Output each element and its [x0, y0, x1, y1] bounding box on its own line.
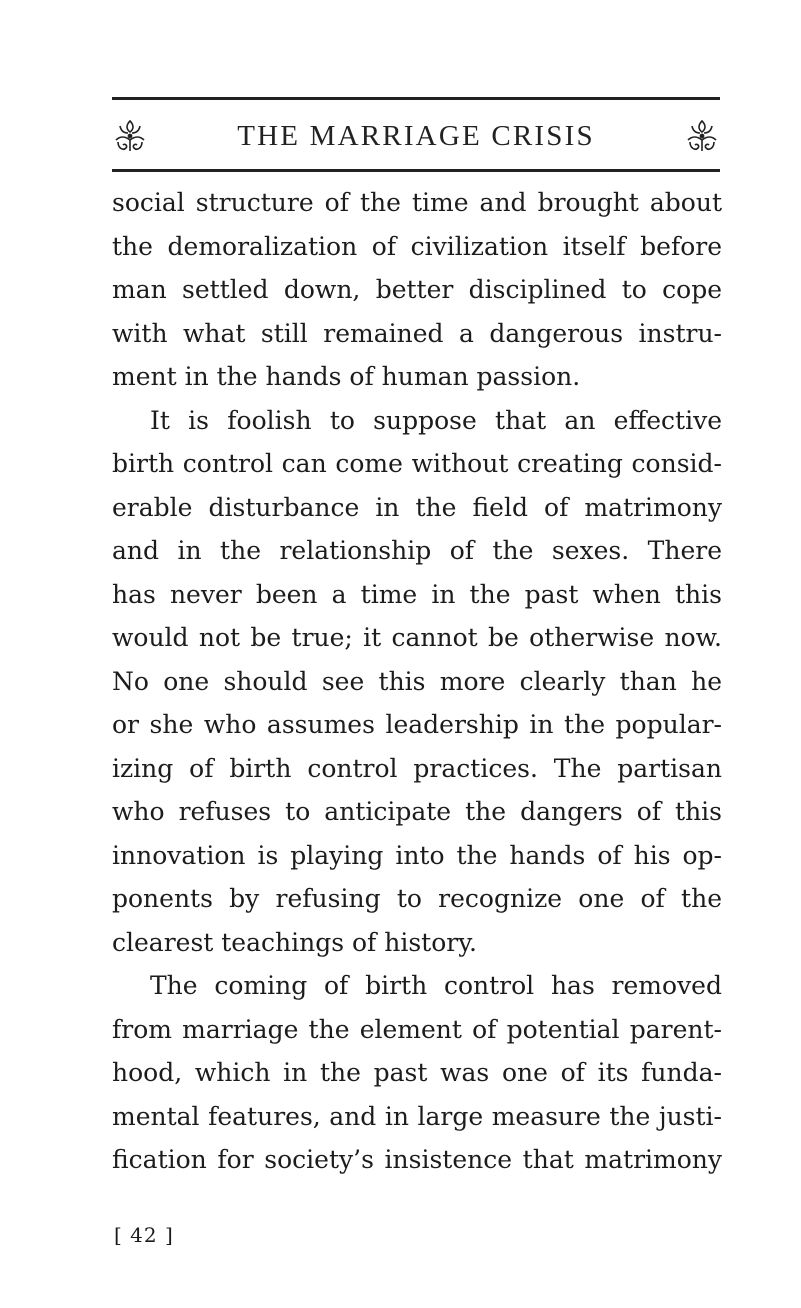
- floral-ornament-icon: [684, 118, 720, 154]
- text-line: ponents by refusing to recognize one of the: [112, 884, 722, 913]
- floral-ornament-icon: [112, 118, 148, 154]
- text-line: izing of birth control practices. The partisan: [112, 753, 722, 783]
- text-line: erable disturbance in the field of matrimony: [112, 492, 722, 522]
- text-line: with what still remained a dangerous instru-: [112, 318, 722, 348]
- running-header: [112, 112, 720, 160]
- text-line: has never been a time in the past when this: [112, 579, 722, 609]
- text-line: would not be true; it cannot be otherwise now.: [112, 623, 722, 652]
- text-line: from marriage the element of potential parent-: [112, 1014, 722, 1044]
- text-line: birth control can come without creating consid-: [112, 449, 722, 478]
- running-head-title: THE MARRIAGE CRISIS: [237, 119, 595, 152]
- text-line: social structure of the time and brought about: [112, 188, 722, 217]
- text-line: No one should see this more clearly than he: [112, 666, 722, 696]
- header-rule-bottom: [112, 169, 720, 172]
- text-line: innovation is playing into the hands of his op-: [112, 840, 722, 870]
- page-number: [ 42 ]: [114, 1223, 174, 1247]
- body-text: [112, 181, 722, 1182]
- text-line: the demoralization of civilization itself before: [112, 231, 722, 261]
- text-line: mental features, and in large measure the justi-: [112, 1101, 722, 1131]
- text-line: and in the relationship of the sexes. There: [112, 536, 722, 565]
- text-line: clearest teachings of history.: [112, 927, 477, 957]
- text-line: who refuses to anticipate the dangers of this: [112, 797, 722, 826]
- text-line: or she who assumes leadership in the popular-: [112, 710, 722, 739]
- text-line: hood, which in the past was one of its funda-: [112, 1058, 722, 1087]
- text-line: It is foolish to suppose that an effective: [150, 405, 722, 435]
- header-rule-top: [112, 97, 720, 100]
- text-line: man settled down, better disciplined to cope: [112, 275, 722, 304]
- text-line: The coming of birth control has removed: [150, 971, 722, 1000]
- text-line: fication for society’s insistence that matrimony: [112, 1145, 722, 1174]
- text-line: ment in the hands of human passion.: [112, 362, 581, 391]
